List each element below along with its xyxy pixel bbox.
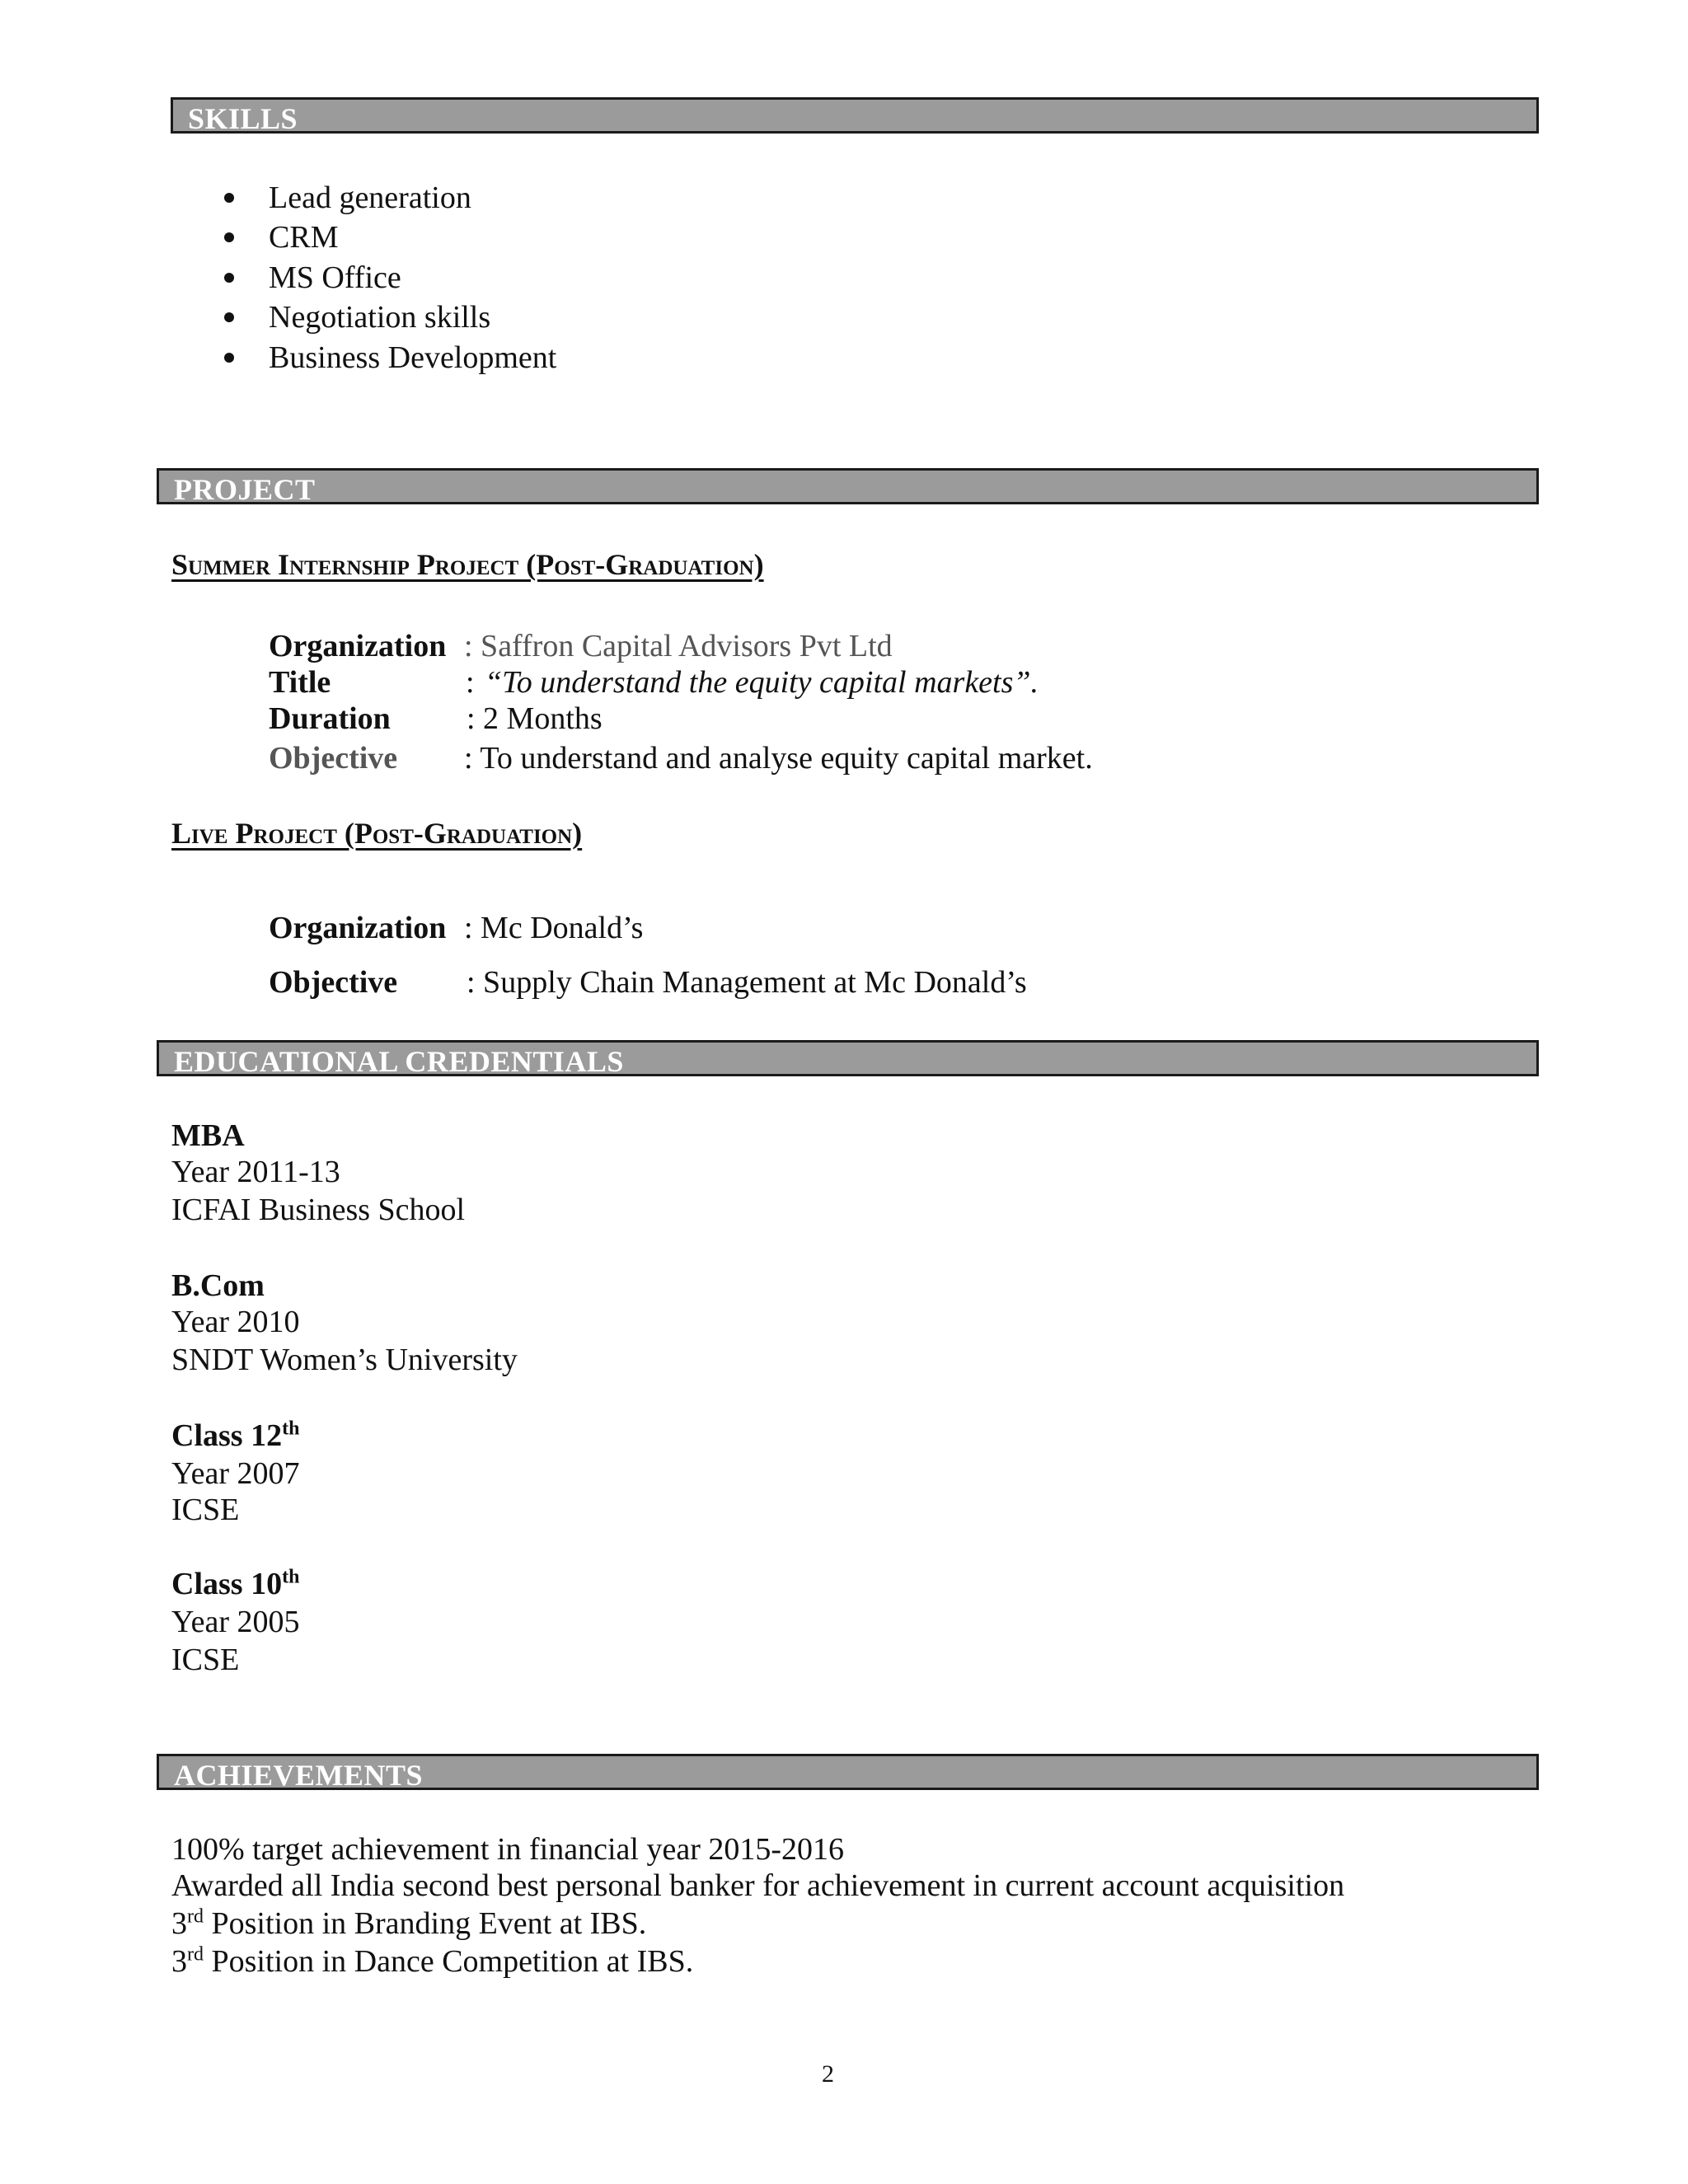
class12-year: Year 2007	[171, 1456, 300, 1491]
skills-section-title: SKILLS	[188, 102, 298, 135]
summer-duration-label: Duration	[269, 701, 391, 736]
achievement-item: Awarded all India second best personal banker for achievement in current account acquisition	[171, 1868, 1345, 1903]
achievements-section-title: ACHIEVEMENTS	[174, 1759, 424, 1792]
bcom-year: Year 2010	[171, 1305, 300, 1339]
summer-objective-value: : To understand and analyse equity capital market.	[464, 741, 1093, 776]
summer-duration-value: : 2 Months	[467, 701, 603, 736]
class10-degree: Class 10th	[171, 1566, 300, 1601]
summer-objective-label: Objective	[269, 741, 398, 776]
mba-degree: MBA	[171, 1118, 245, 1153]
skills-section-bar	[171, 97, 1539, 134]
bcom-degree: B.Com	[171, 1268, 265, 1303]
class10-year: Year 2005	[171, 1605, 300, 1639]
bullet-icon	[224, 193, 234, 203]
skill-item: CRM	[269, 220, 339, 255]
project-section-bar	[157, 468, 1539, 504]
mba-school: ICFAI Business School	[171, 1193, 466, 1227]
bcom-school: SNDT Women’s University	[171, 1343, 518, 1377]
project-section-title: PROJECT	[174, 473, 316, 506]
achievement-item: 3rd Position in Dance Competition at IBS.	[171, 1943, 694, 1979]
mba-year: Year 2011-13	[171, 1155, 340, 1189]
skill-item: Lead generation	[269, 180, 471, 215]
summer-title-sep: :	[466, 665, 475, 700]
live-project-heading: Live Project (Post-Graduation)	[171, 817, 583, 850]
skill-item: Business Development	[269, 340, 557, 375]
summer-org-value: : Saffron Capital Advisors Pvt Ltd	[464, 629, 893, 663]
achievements-section-bar	[157, 1754, 1539, 1790]
summer-internship-heading: Summer Internship Project (Post-Graduation)	[171, 548, 764, 581]
page-number: 2	[822, 2060, 834, 2088]
achievement-item: 100% target achievement in financial year 2015-2016	[171, 1832, 844, 1867]
summer-org-label: Organization	[269, 629, 447, 663]
bullet-icon	[224, 273, 234, 283]
education-section-bar	[157, 1040, 1539, 1076]
live-objective-value: : Supply Chain Management at Mc Donald’s	[467, 965, 1027, 1000]
summer-title-value: “To understand the equity capital markets”.	[485, 665, 1039, 700]
skill-item: Negotiation skills	[269, 300, 491, 335]
bullet-icon	[224, 312, 234, 322]
achievement-item: 3rd Position in Branding Event at IBS.	[171, 1905, 647, 1941]
summer-title-label: Title	[269, 665, 331, 700]
class12-board: ICSE	[171, 1493, 240, 1527]
live-org-value: : Mc Donald’s	[464, 911, 644, 945]
education-section-title: EDUCATIONAL CREDENTIALS	[174, 1045, 624, 1078]
class12-degree: Class 12th	[171, 1418, 300, 1453]
bullet-icon	[224, 232, 234, 242]
class10-board: ICSE	[171, 1643, 240, 1677]
live-objective-label: Objective	[269, 965, 398, 1000]
live-org-label: Organization	[269, 911, 447, 945]
skill-item: MS Office	[269, 260, 401, 295]
bullet-icon	[224, 353, 234, 363]
